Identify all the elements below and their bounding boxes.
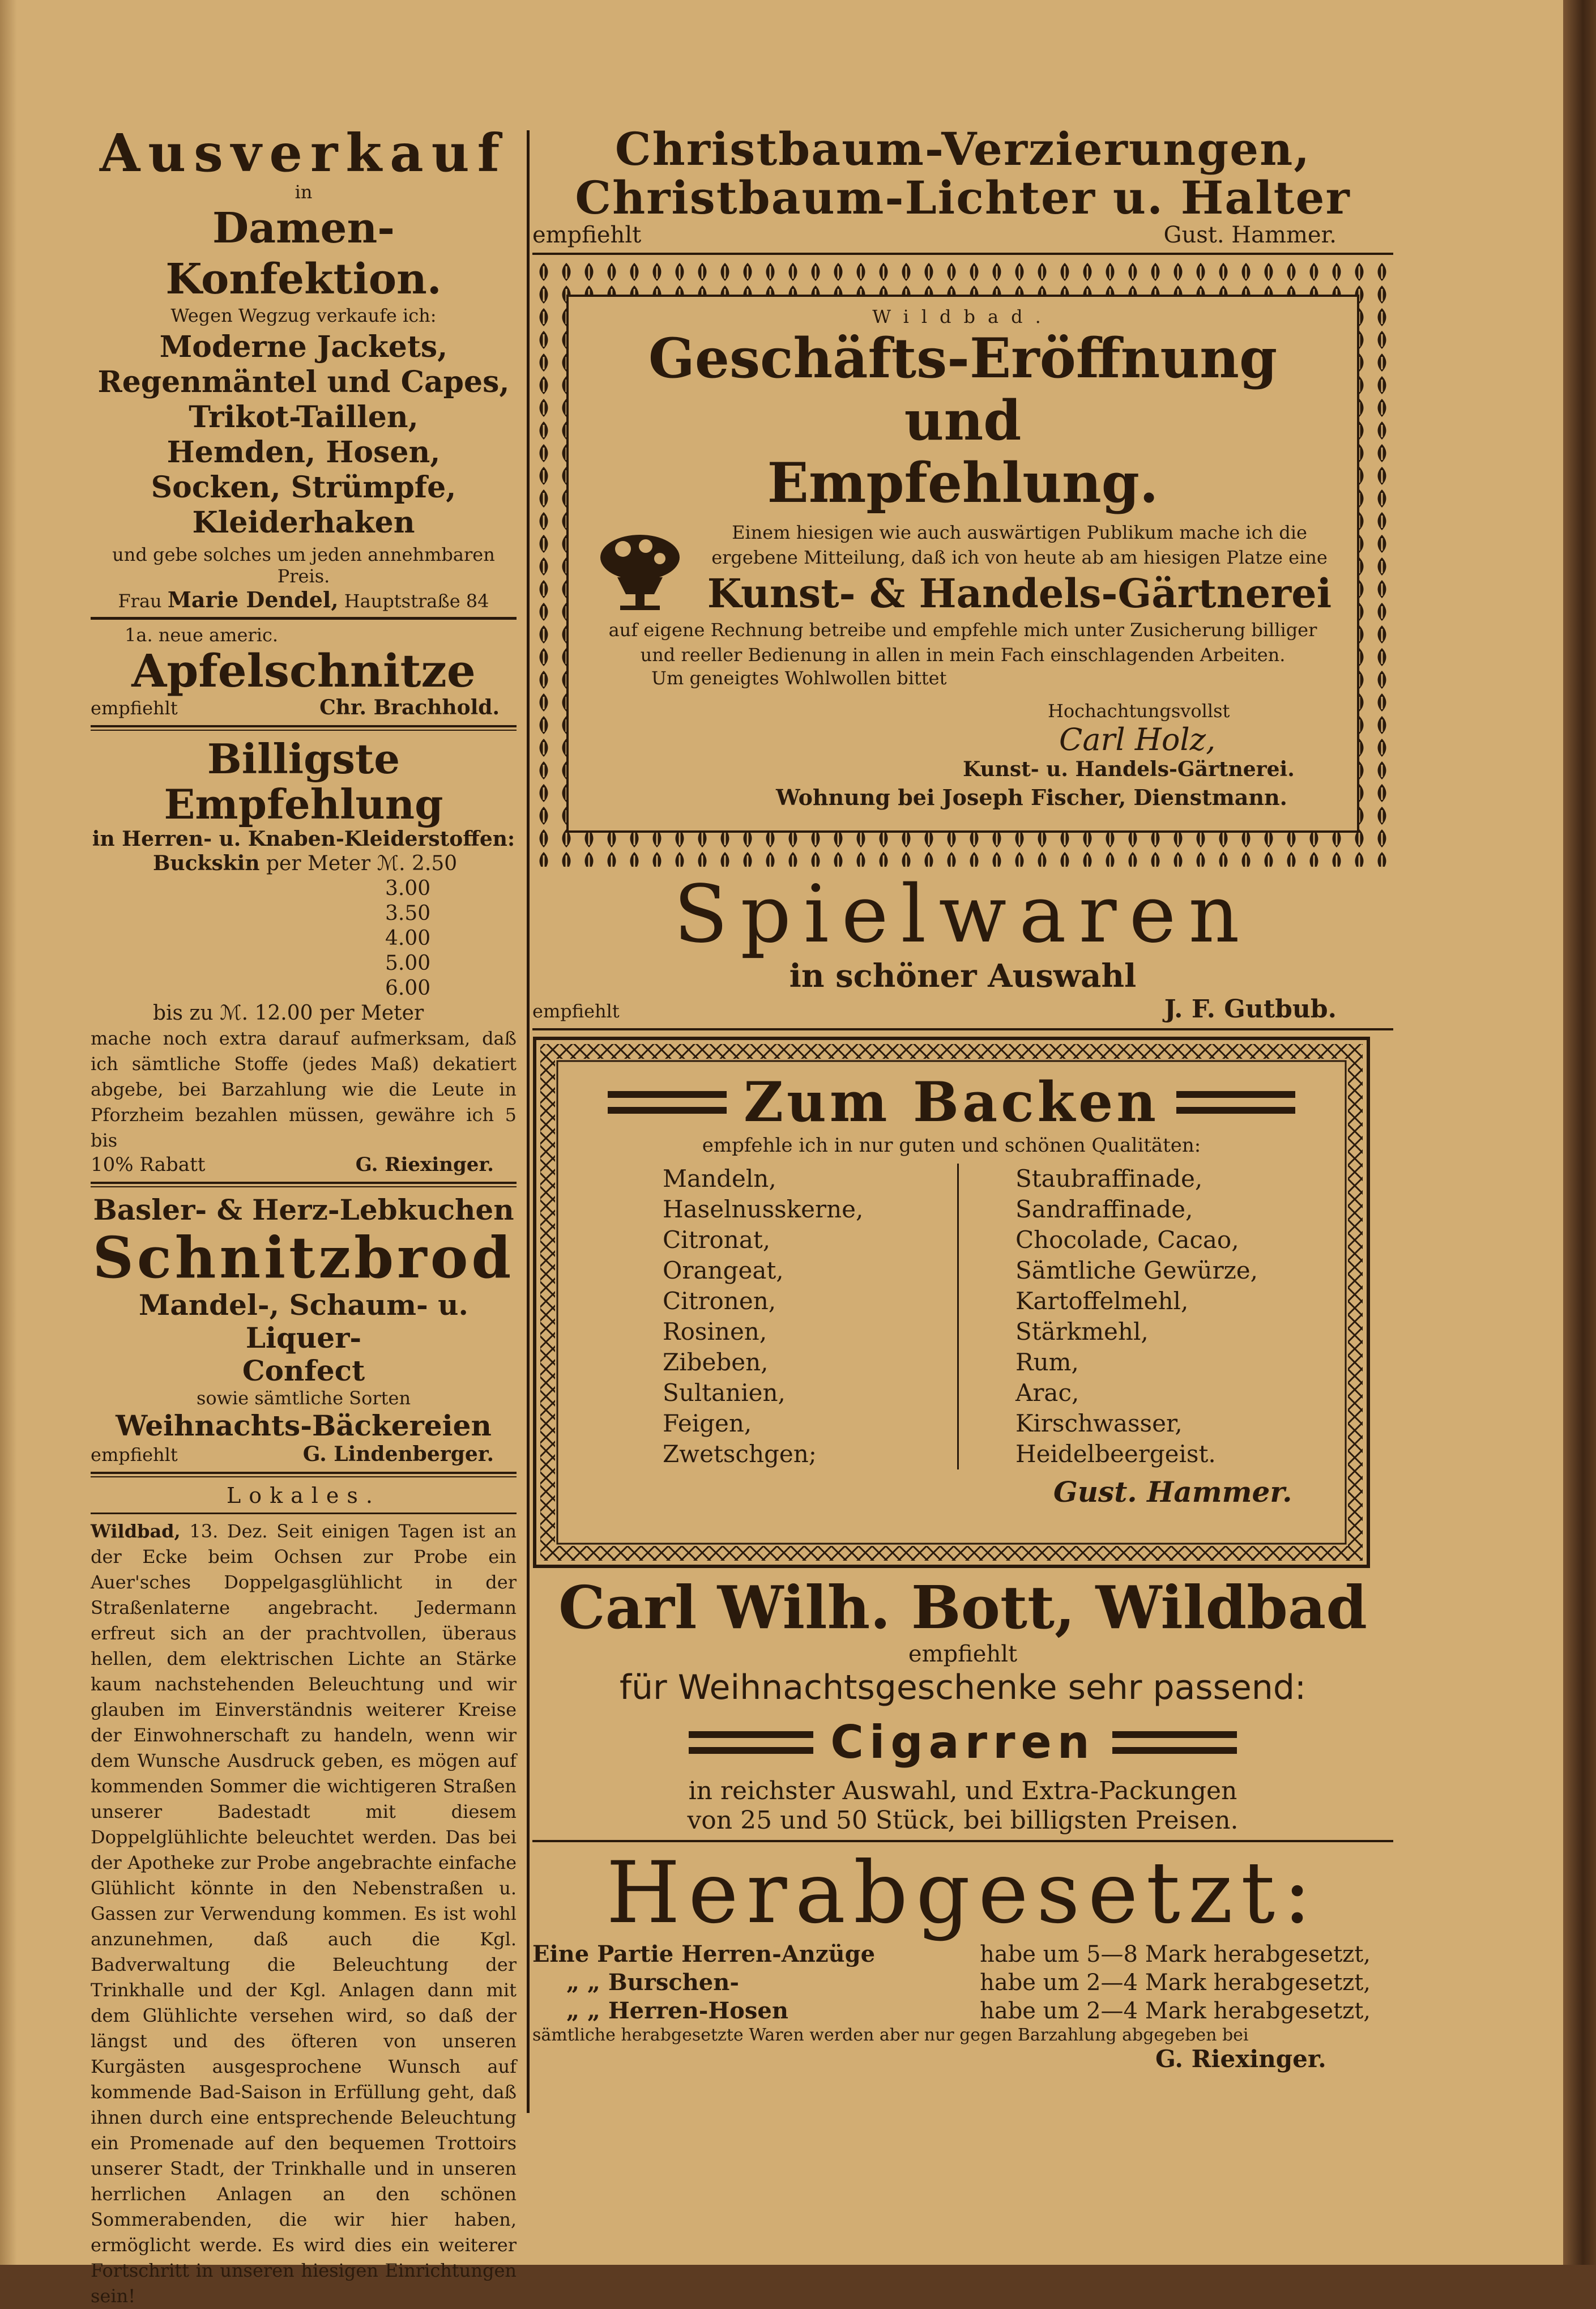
christbaum-signature: Gust. Hammer.	[1163, 222, 1337, 248]
price-value: 6.00	[385, 977, 431, 1000]
last-unit: per Meter	[319, 1002, 424, 1025]
backen-col-left	[566, 1164, 959, 1469]
lebkuchen-empfiehlt: empfiehlt	[91, 1444, 178, 1466]
spielwaren-sub: in schöner Auswahl	[789, 957, 1137, 995]
decorative-bar	[1176, 1091, 1295, 1114]
price-value: 2.50	[412, 852, 458, 875]
price-value: 4.00	[385, 927, 431, 950]
spielwaren-empfiehlt: empfiehlt	[532, 1000, 620, 1022]
geschaeft-name-sub: Kunst- u. Handels-Gärtnerei.	[963, 757, 1295, 781]
backen-item: Haselnusskerne,	[663, 1195, 864, 1223]
apfel-title: Apfelschnitze	[131, 644, 476, 697]
sig-prefix: Frau	[118, 590, 162, 612]
backen-title: Zum Backen	[743, 1070, 1160, 1134]
christbaum-line2: Christbaum-Lichter u. Halter	[575, 171, 1351, 224]
spielwaren-signature: J. F. Gutbub.	[1164, 995, 1337, 1024]
ausverkauf-item: Socken, Strümpfe,	[151, 470, 456, 505]
billig-sub: in Herren- u. Knaben-Kleiderstoffen:	[92, 827, 515, 851]
geschaeft-title2: Empfehlung.	[767, 451, 1159, 515]
apfel-pre: 1a. neue americ.	[125, 624, 279, 646]
backen-item: Stärkmehl,	[1015, 1318, 1149, 1345]
herab-row	[532, 1940, 1393, 1969]
bott-empfiehlt: empfiehlt	[908, 1641, 1018, 1667]
backen-item: Mandeln,	[663, 1165, 776, 1192]
lebkuchen-line3: Mandel-, Schaum- u. Liquer-	[139, 1288, 468, 1354]
ad-geschaeftseroeffnung	[532, 261, 1393, 867]
spielwaren-title: Spielwaren	[673, 868, 1252, 961]
lebkuchen-title: Schnitzbrod	[92, 1224, 515, 1291]
divider	[91, 725, 517, 731]
sig-name: Marie Dendel,	[167, 587, 339, 612]
ausverkauf-item: Moderne Jackets,	[159, 330, 448, 364]
ad-herabgesetzt	[532, 1844, 1393, 2073]
herab-row	[532, 1969, 1393, 1997]
book-binding	[1563, 0, 1596, 2265]
christbaum-line1: Christbaum-Verzierungen,	[614, 122, 1311, 176]
ad-ausverkauf	[91, 122, 517, 612]
herab-item: „ „ Herren-Hosen	[566, 1997, 788, 2024]
bott-line2: in reichster Auswahl, und Extra-Packungen	[688, 1777, 1237, 1805]
backen-item: Chocolade, Cacao,	[1015, 1226, 1239, 1254]
flower-basket-icon	[589, 523, 691, 614]
ausverkauf-signature	[91, 587, 517, 612]
backen-item: Citronat,	[663, 1226, 771, 1254]
currency: ℳ.	[220, 1002, 249, 1025]
ausverkauf-subtitle: Damen-Konfektion.	[165, 204, 442, 304]
backen-item: Kartoffelmehl,	[1015, 1287, 1189, 1315]
ausverkauf-item: Kleiderhaken	[192, 505, 415, 540]
geschaeft-address: Wohnung bei Joseph Fischer, Dienstmann.	[776, 785, 1287, 810]
divider	[532, 253, 1393, 255]
ad-billigste-empfehlung	[91, 736, 517, 1176]
price-row	[153, 851, 517, 876]
decorative-bar	[1112, 1731, 1237, 1754]
herab-text: habe um 2—4 Mark herabgesetzt,	[980, 1970, 1371, 1996]
per-meter: per Meter	[266, 852, 371, 875]
lebkuchen-line5: sowie sämtliche Sorten	[196, 1387, 411, 1409]
geschaeft-title1: Geschäfts-Eröffnung und	[648, 326, 1278, 453]
bott-line3: von 25 und 50 Stück, bei billigsten Preisen.	[687, 1806, 1239, 1835]
backen-signature: Gust. Hammer.	[1053, 1475, 1292, 1509]
backen-item: Feigen,	[663, 1409, 752, 1437]
decorative-bar	[608, 1091, 727, 1114]
divider	[91, 1513, 517, 1514]
lebkuchen-line6: Weihnachts-Bäckereien	[116, 1409, 492, 1442]
backen-col-right	[959, 1164, 1258, 1469]
backen-item: Arac,	[1015, 1379, 1079, 1407]
bott-title: Carl Wilh. Bott, Wildbad	[558, 1573, 1367, 1642]
lebkuchen-line4: Confect	[242, 1354, 365, 1387]
divider	[91, 1182, 517, 1187]
article-lokales	[91, 1483, 517, 2309]
sig-address: Hauptstraße 84	[344, 590, 489, 612]
ad-bott	[532, 1574, 1393, 1835]
backen-item: Zwetschgen;	[663, 1440, 817, 1468]
bott-line: für Weihnachtsgeschenke sehr passend:	[619, 1668, 1307, 1707]
geschaeft-place: Wildbad.	[872, 306, 1053, 327]
divider	[91, 1472, 517, 1477]
apfel-signature: Chr. Brachhold.	[319, 696, 500, 719]
herab-item: „ „ Burschen-	[566, 1969, 739, 1996]
herab-note: sämtliche herabgesetzte Waren werden aber nur gegen Barzahlung abgegeben bei	[532, 2025, 1249, 2045]
backen-item: Orangeat,	[663, 1256, 784, 1284]
christbaum-empfiehlt: empfiehlt	[532, 222, 642, 248]
backen-item: Sämtliche Gewürze,	[1015, 1256, 1258, 1284]
herab-title: Herabgesetzt:	[606, 1844, 1320, 1942]
page-edge-shadow	[0, 0, 17, 2265]
backen-item: Sandraffinade,	[1015, 1195, 1193, 1223]
ausverkauf-item: Hemden, Hosen,	[167, 435, 441, 470]
geschaeft-greet: Hochachtungsvollst	[1048, 700, 1230, 722]
price-value: 5.00	[385, 952, 431, 975]
left-column	[91, 122, 517, 2309]
geschaeft-name: Carl Holz,	[1059, 722, 1216, 757]
divider	[532, 1840, 1393, 1842]
backen-item: Heidelbeergeist.	[1015, 1440, 1216, 1468]
bott-cigarren: Cigarren	[830, 1716, 1095, 1769]
backen-item: Rum,	[1015, 1348, 1079, 1376]
buckskin-label: Buckskin	[153, 851, 260, 875]
geschaeft-firm: Kunst- & Handels-Gärtnerei	[707, 570, 1332, 617]
ausverkauf-note: und gebe solches um jeden annehmbaren Preis.	[112, 544, 495, 587]
lokales-lead: Wildbad,	[91, 1520, 181, 1542]
backen-item: Rosinen,	[663, 1318, 767, 1345]
ad-apfelschnitze	[91, 624, 517, 719]
backen-item: Kirschwasser,	[1015, 1409, 1183, 1437]
price-row-last	[153, 1001, 517, 1026]
last-pre: bis zu	[153, 1002, 214, 1025]
backen-item: Zibeben,	[663, 1348, 769, 1376]
herab-signature: G. Riexinger.	[1155, 2045, 1326, 2073]
right-column	[532, 122, 1393, 2073]
herab-item: Eine Partie Herren-Anzüge	[532, 1941, 876, 1967]
ad-spielwaren	[532, 868, 1393, 1024]
last-price: 12.00	[254, 1002, 313, 1025]
price-value: 3.00	[385, 877, 431, 900]
ausverkauf-in: in	[295, 181, 313, 203]
herab-text: habe um 2—4 Mark herabgesetzt,	[980, 1998, 1371, 2024]
backen-item: Sultanien,	[663, 1379, 786, 1407]
price-value: 3.50	[385, 902, 431, 925]
lebkuchen-line1: Basler- & Herz-Lebkuchen	[93, 1193, 514, 1226]
apfel-empfiehlt: empfiehlt	[91, 697, 178, 719]
divider	[532, 1028, 1393, 1030]
ausverkauf-intro: Wegen Wegzug verkaufe ich:	[170, 305, 437, 326]
lebkuchen-signature: G. Lindenberger.	[302, 1442, 494, 1466]
ausverkauf-title: Ausverkauf	[99, 122, 508, 184]
divider	[91, 617, 517, 620]
herab-row	[532, 1997, 1393, 2025]
billig-signature: G. Riexinger.	[355, 1153, 494, 1176]
currency: ℳ.	[377, 852, 406, 875]
ausverkauf-item: Regenmäntel und Capes,	[97, 365, 510, 399]
ad-christbaum	[532, 122, 1393, 248]
ad-zum-backen	[532, 1036, 1393, 1569]
lokales-date: 13. Dez.	[189, 1520, 268, 1542]
backen-sub: empfehle ich in nur guten und schönen Qualitäten:	[702, 1134, 1201, 1157]
geschaeft-text1: Einem hiesigen wie auch auswärtigen Publikum mache ich die ergebene Mitteilung, daß ich von heute ab am hiesigen Platze eine	[711, 522, 1328, 568]
decorative-bar	[689, 1731, 813, 1754]
geschaeft-text3: Um geneigtes Wohlwollen bittet	[651, 667, 947, 689]
column-rule	[527, 130, 530, 2113]
billig-title: Billigste Empfehlung	[164, 735, 443, 828]
backen-item: Staubraffinade,	[1015, 1165, 1203, 1192]
ad-lebkuchen	[91, 1193, 517, 1466]
lokales-heading: Lokales.	[226, 1483, 381, 1508]
billig-rabatt: 10% Rabatt	[91, 1153, 206, 1176]
herab-text: habe um 5—8 Mark herabgesetzt,	[980, 1941, 1371, 1967]
backen-item: Citronen,	[663, 1287, 776, 1315]
geschaeft-text2: auf eigene Rechnung betreibe und empfehle mich unter Zusicherung billiger und reeller Bedienung in allen in mein Fach einschlagenden Arbeiten.	[608, 619, 1317, 666]
billig-text: mache noch extra darauf aufmerksam, daß ich sämtliche Stoffe (jedes Maß) dekatiert abgebe, bei Barzahlung wie die Leute in Pforzheim bezahlen müssen, gewähre ich 5 bis	[91, 1028, 517, 1151]
lokales-text: Seit einigen Tagen ist an der Ecke beim Ochsen zur Probe ein Auer'sches Doppelgasglühlicht in der Straßenlaterne angebracht. Jedermann erfreut sich an der prachtvollen, überaus hellen, dem elektrischen Lichte an Stärke kaum nachstehenden Beleuchtung und wir glauben im Einverständnis weiterer Kreise der Einwohnerschaft zu handeln, wenn wir dem Wunsche Ausdruck geben, es mögen auf kommenden Sommer die wichtigeren Straßen unserer Badestadt mit diesem Doppelglühlichte beleuchtet werden. Das bei der Apotheke zur Probe angebrachte einfache Glühlicht könnte in den Nebenstraßen u. Gassen zur Verwendung kommen. Es ist wohl anzunehmen, daß auch die Kgl. Badverwaltung die Beleuchtung der Trinkhalle und der Kgl. Anlagen dann mit dem Glühlichte versehen wird, so daß der längst und des öfteren von unseren Kurgästen ausgesprochene Wunsch auf kommende Bad-Saison in Erfüllung geht, daß ihnen durch eine entsprechende Beleuchtung ein Promenade auf den bequemen Trottoirs unserer Stadt, der Trinkhalle und in unseren herrlichen Anlagen an den schönen Sommerabenden, die wir hier haben, ermöglicht werde. Es wird dies ein weiterer Fortschritt in unseren hiesigen Einrichtungen sein!	[91, 1520, 517, 2307]
ausverkauf-item: Trikot-Taillen,	[189, 400, 419, 434]
